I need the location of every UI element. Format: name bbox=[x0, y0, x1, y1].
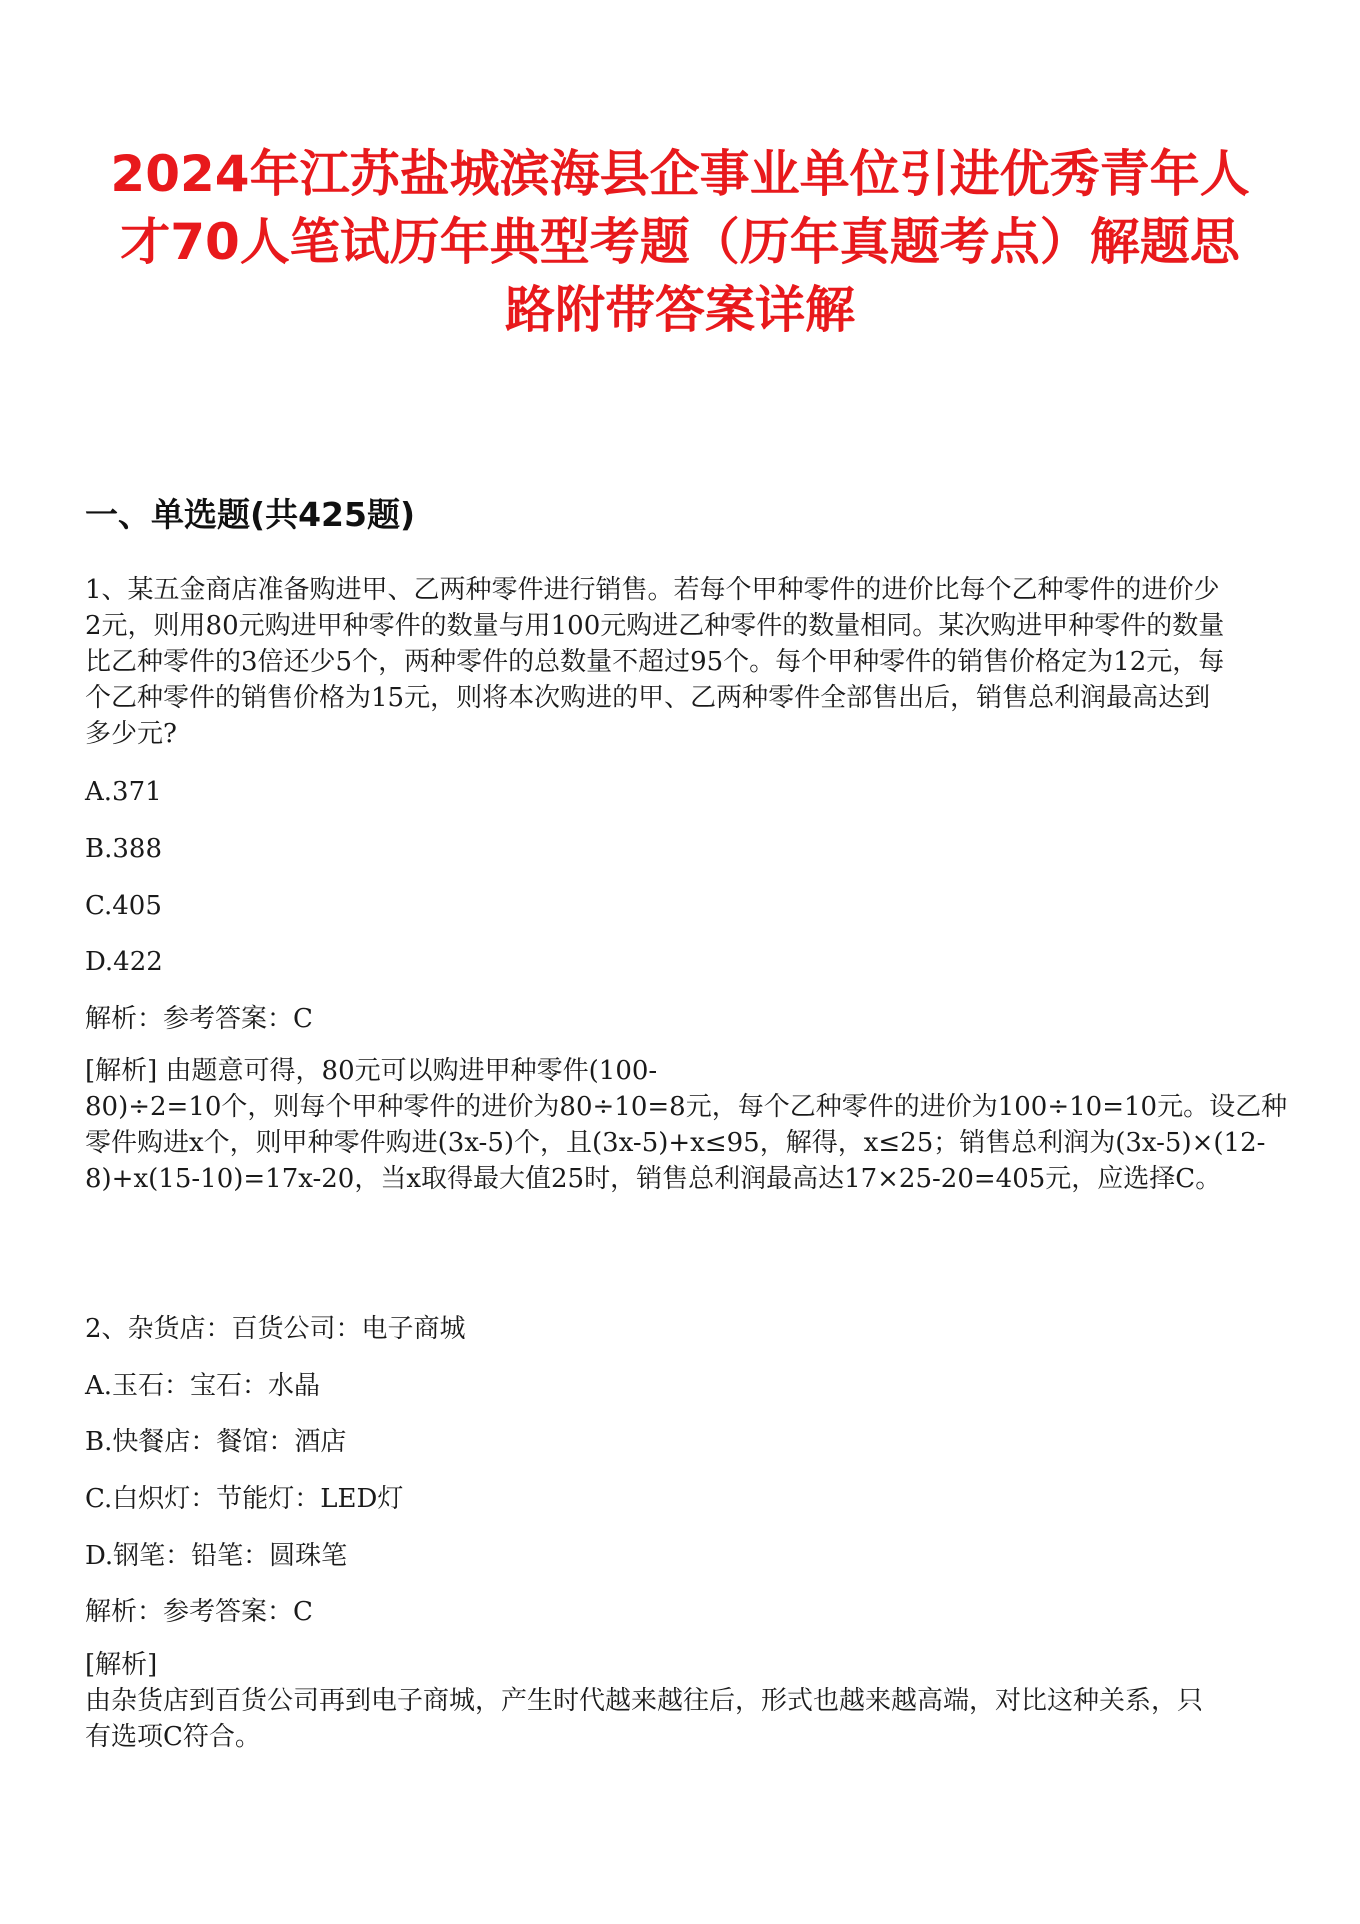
question-1-option-d: D.422 bbox=[85, 947, 163, 977]
analysis-line: 由杂货店到百货公司再到电子商城，产生时代越来越往后，形式也越来越高端，对比这种关系，只 bbox=[85, 1686, 1204, 1716]
stem-line: 多少元? bbox=[85, 719, 177, 749]
stem-line: 比乙种零件的3倍还少5个，两种零件的总数量不超过95个。每个甲种零件的销售价格定为12元，每 bbox=[85, 647, 1225, 677]
analysis-line: [解析] bbox=[85, 1650, 158, 1680]
analysis-line: 有选项C符合。 bbox=[85, 1722, 261, 1752]
stem-line: 1、某五金商店准备购进甲、乙两种零件进行销售。若每个甲种零件的进价比每个乙种零件的进价少 bbox=[85, 575, 1220, 605]
question-2-answer: 解析：参考答案：C bbox=[85, 1597, 313, 1627]
question-1-option-a: A.371 bbox=[85, 777, 162, 807]
question-2-option-a: A.玉石：宝石：水晶 bbox=[85, 1371, 321, 1401]
section-heading: 一、单选题(共425题) bbox=[85, 495, 416, 534]
analysis-line: 8)+x(15-10)=17x-20，当x取得最大值25时，销售总利润最高达17×25-20=405元，应选择C。 bbox=[85, 1164, 1222, 1194]
analysis-line: 80)÷2=10个，则每个甲种零件的进价为80÷10=8元，每个乙种零件的进价为100÷10=10元。设乙种 bbox=[85, 1092, 1288, 1122]
question-2-option-c: C.白炽灯：节能灯：LED灯 bbox=[85, 1484, 404, 1514]
title-line: 路附带答案详解 bbox=[505, 281, 855, 339]
stem-line: 个乙种零件的销售价格为15元，则将本次购进的甲、乙两种零件全部售出后，销售总利润最高达到 bbox=[85, 683, 1211, 713]
question-2-option-b: B.快餐店：餐馆：酒店 bbox=[85, 1427, 347, 1457]
question-2-stem: 2、杂货店：百货公司：电子商城 bbox=[85, 1314, 466, 1344]
question-2-option-d: D.钢笔：铅笔：圆珠笔 bbox=[85, 1541, 348, 1571]
question-1-analysis bbox=[85, 1053, 1288, 1197]
question-2-analysis bbox=[85, 1647, 1285, 1755]
question-1-option-c: C.405 bbox=[85, 891, 162, 921]
question-1-stem bbox=[85, 572, 1285, 752]
analysis-line: [解析] 由题意可得，80元可以购进甲种零件(100- bbox=[85, 1056, 658, 1086]
question-1-answer: 解析：参考答案：C bbox=[85, 1004, 313, 1034]
stem-line: 2元，则用80元购进甲种零件的数量与用100元购进乙种零件的数量相同。某次购进甲种零件的数量 bbox=[85, 611, 1225, 641]
question-1-option-b: B.388 bbox=[85, 834, 162, 864]
title-line: 2024年江苏盐城滨海县企事业单位引进优秀青年人 bbox=[110, 145, 1250, 203]
title-line: 才70人笔试历年典型考题（历年真题考点）解题思 bbox=[120, 213, 1240, 271]
analysis-line: 零件购进x个，则甲种零件购进(3x-5)个，且(3x-5)+x≤95，解得，x≤25；销售总利润为(3x-5)×(12- bbox=[85, 1128, 1266, 1158]
document-title bbox=[85, 140, 1275, 344]
